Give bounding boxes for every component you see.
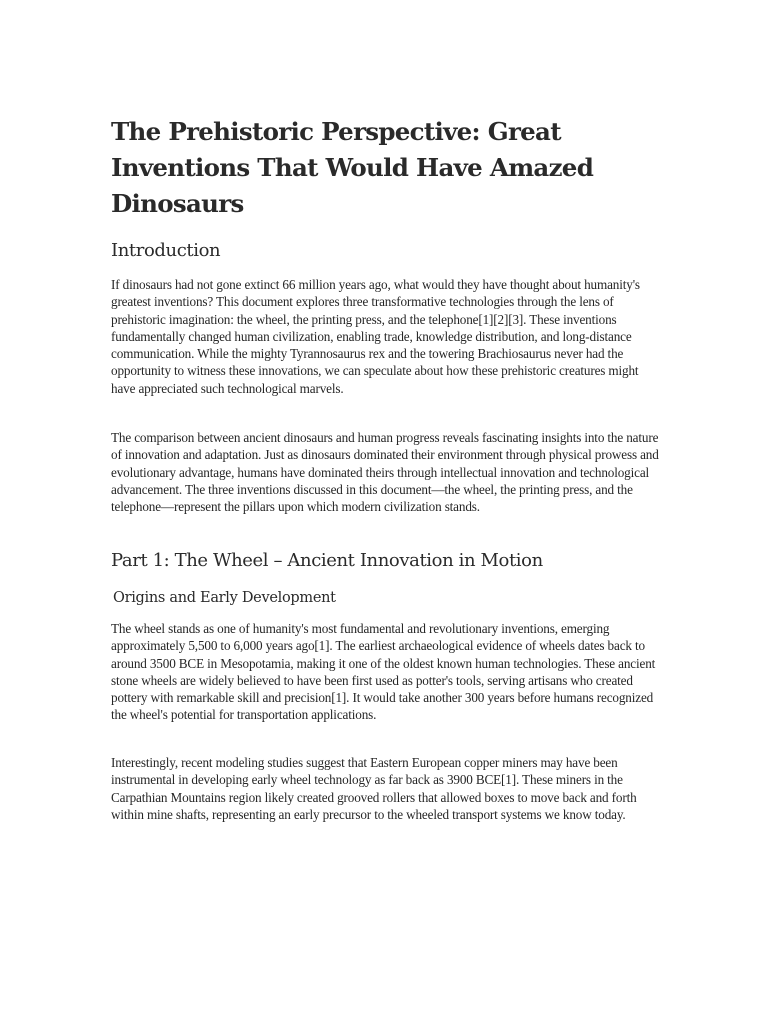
- part1-heading: Part 1: The Wheel – Ancient Innovation in Motion: [111, 550, 543, 571]
- introduction-paragraph-2: The comparison between ancient dinosaurs and human progress reveals fascinating insights into the nature of innovation and adaptation. Just as dinosaurs dominated their environment through physical prowess and evolutionary advantage, humans have dominated theirs through intellectual innovation and technological advancement. The three inventions discussed in this document—the wheel, the printing press, and the telephone—represent the pillars upon which modern civilization stands.: [111, 430, 659, 515]
- introduction-paragraph-1: If dinosaurs had not gone extinct 66 million years ago, what would they have thought about humanity's greatest inventions? This document explores three transformative technologies through the lens of prehistoric imagination: the wheel, the printing press, and the telephone[1][2][3]. These inventions fundamentally changed human civilization, enabling trade, knowledge distribution, and long-distance communication. While the mighty Tyrannosaurus rex and the towering Brachiosaurus never had the opportunity to witness these innovations, we can speculate about how these prehistoric creatures might have appreciated such technological marvels.: [111, 277, 640, 396]
- wheel-paragraph-1: The wheel stands as one of humanity's most fundamental and revolutionary inventions, emerging approximately 5,500 to 6,000 years ago[1]. The earliest archaeological evidence of wheels dates back to around 3500 BCE in Mesopotamia, making it one of the oldest known human technologies. These ancient stone wheels are widely believed to have been first used as potter's tools, serving artisans who created pottery with remarkable skill and precision[1]. It would take another 300 years before humans recognized the wheel's potential for transportation applications.: [111, 621, 656, 723]
- origins-subheading: Origins and Early Development: [113, 590, 336, 606]
- introduction-heading: Introduction: [111, 240, 221, 261]
- document-title: The Prehistoric Perspective: Great Inventions That Would Have Amazed Dinosaurs: [111, 117, 594, 218]
- wheel-paragraph-2: Interestingly, recent modeling studies suggest that Eastern European copper miners may have been instrumental in developing early wheel technology as far back as 3900 BCE[1]. These miners in the Carpathian Mountains region likely created grooved rollers that allowed boxes to move back and forth within mine shafts, representing an early precursor to the wheeled transport systems we know today.: [111, 755, 637, 822]
